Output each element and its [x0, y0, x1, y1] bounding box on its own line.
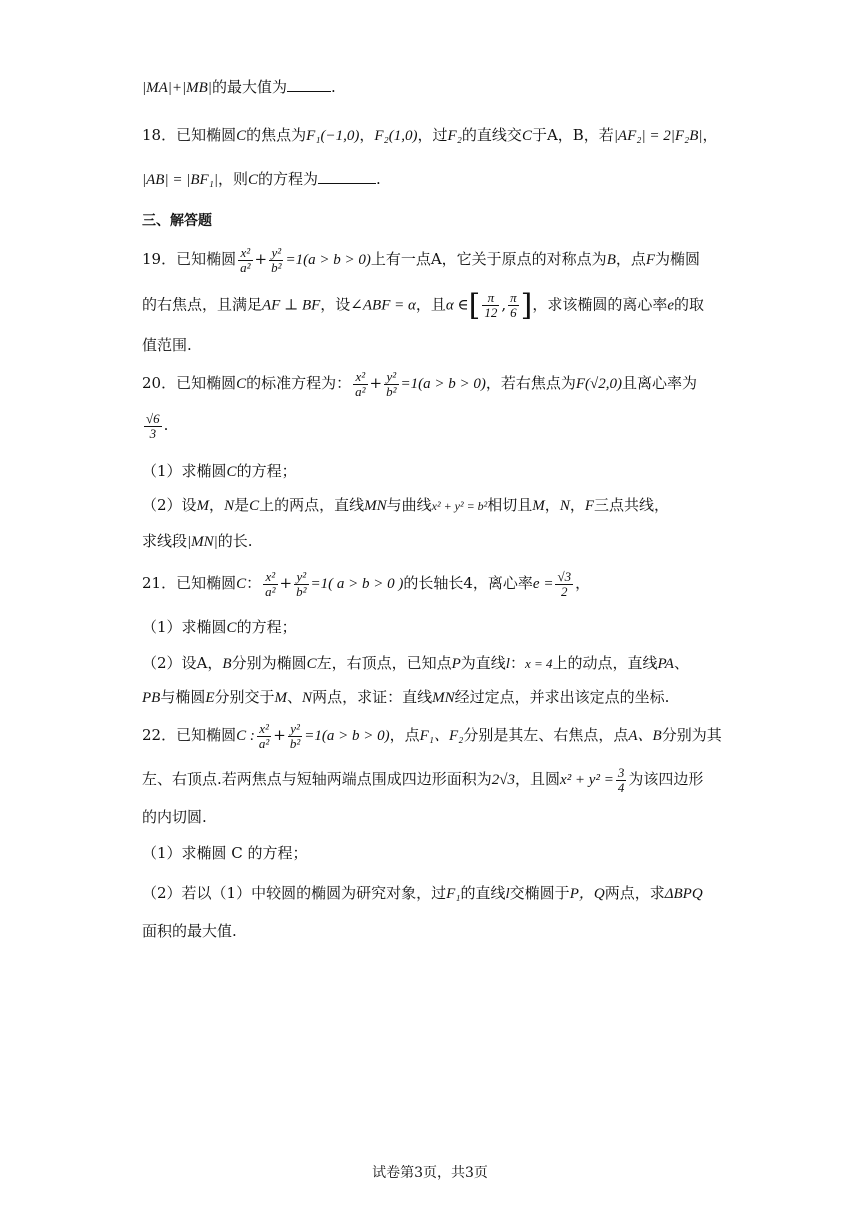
q21-line1: 21．已知椭圆C： $\frac{\text{x²}}{\text{a²}}$ + $\frac{\text{y²}}{\text{b²}}$ =1( a > b > 0 )的长轴长4，离心率e = $\frac{√3}{2}$ ， [142, 569, 591, 599]
q21-sub2: （2）设A，B分别为椭圆C左，右顶点，已知点P为直线l：x = 4上的动点，直线PA、 [142, 654, 689, 672]
q22-sub2-line2: 面积的最大值. [142, 922, 237, 940]
q19-line1: 19．已知椭圆 $\frac{\text{x²}}{\text{a²}}$ + $\frac{\text{y²}}{\text{b²}}$ =1(a > b > 0)上有一点A，它关于原点的对称点为B，点F为椭圆 [142, 245, 701, 275]
fraction: $\frac{\text{y²}}{\text{b²}}$ [296, 569, 307, 599]
answer-blank [318, 169, 376, 184]
q20-sub2-line2: 求线段|MN|的长. [142, 532, 253, 550]
fraction: $\frac{3}{4}$ [617, 765, 625, 795]
fraction: $\frac{\text{x²}}{\text{a²}}$ [258, 721, 270, 751]
q19-line2: 的右焦点，且满足AF ⊥ BF，设∠ABF = α，且α ∈[ $\frac{\pi}{12}$ , $\frac{\pi}{6}$ ]，求该椭圆的离心率e的取 [142, 288, 705, 323]
fraction: $\frac{\pi}{12}$ [484, 290, 498, 320]
fraction: $\frac{√3}{2}$ [557, 569, 572, 599]
q21-sub2-line2: PB与椭圆E分别交于M、N两点，求证：直线MN经过定点，并求出该定点的坐标. [142, 688, 670, 706]
q20-line1: 20．已知椭圆C的标准方程为： $\frac{\text{x²}}{\text{a²}}$ + $\frac{\text{y²}}{\text{b²}}$ =1(a > b > 0)，若右焦点为F(√2,0)且离心率为 [142, 369, 698, 399]
page-footer: 试卷第3页，共3页 [372, 1165, 488, 1181]
q22-line2: 左、右顶点.若两焦点与短轴两端点围成四边形面积为2√3，且圆x² + y² = $\frac{3}{4}$ 为该四边形 [142, 765, 704, 795]
q20-sub1: （1）求椭圆C的方程； [142, 462, 297, 480]
fraction: $\frac{\text{x²}}{\text{a²}}$ [265, 569, 276, 599]
q18-line2: |AB| = |BF₁|，则C的方程为 . [142, 170, 381, 188]
q22-line1: 22．已知椭圆C : $\frac{\text{x²}}{\text{a²}}$ + $\frac{\text{y²}}{\text{b²}}$ =1(a > b > 0)，点F₁、F₂分别是其左、右焦点，点A、B分别为其 [142, 721, 722, 751]
fraction: $\frac{\pi}{6}$ [510, 290, 517, 320]
fraction: $\frac{\text{x²}}{\text{a²}}$ [240, 245, 251, 275]
q20-sub2: （2）设M，N是C上的两点，直线MN与曲线x² + y² = b²相切且M，N，F三点共线， [142, 496, 670, 514]
q22-sub1: （1）求椭圆 C 的方程； [142, 844, 308, 862]
q17-tail: |MA|+|MB|的最大值为 . [142, 78, 336, 96]
section-heading: 三、解答题 [142, 213, 212, 229]
answer-blank [287, 77, 331, 92]
fraction: $\frac{\text{y²}}{\text{b²}}$ [271, 245, 282, 275]
q19-line3: 值范围. [142, 336, 192, 354]
fraction: $\frac{\text{y²}}{\text{b²}}$ [289, 721, 301, 751]
fraction: $\frac{√6}{3}$ [146, 411, 160, 441]
fraction: $\frac{\text{x²}}{\text{a²}}$ [355, 369, 366, 399]
fraction: $\frac{\text{y²}}{\text{b²}}$ [386, 369, 397, 399]
q20-line2: $\frac{√6}{3}$ . [146, 411, 169, 441]
q22-sub2: （2）若以（1）中较圆的椭圆为研究对象，过F₁的直线l交椭圆于P，Q两点，求ΔBPQ [142, 884, 703, 902]
q21-sub1: （1）求椭圆C的方程； [142, 618, 297, 636]
q18-line1: 18．已知椭圆C的焦点为F₁(−1,0)，F₂(1,0)，过F₂的直线交C于A，B，若|AF₂| = 2|F₂B|， [142, 126, 718, 144]
q22-line3: 的内切圆. [142, 808, 207, 826]
